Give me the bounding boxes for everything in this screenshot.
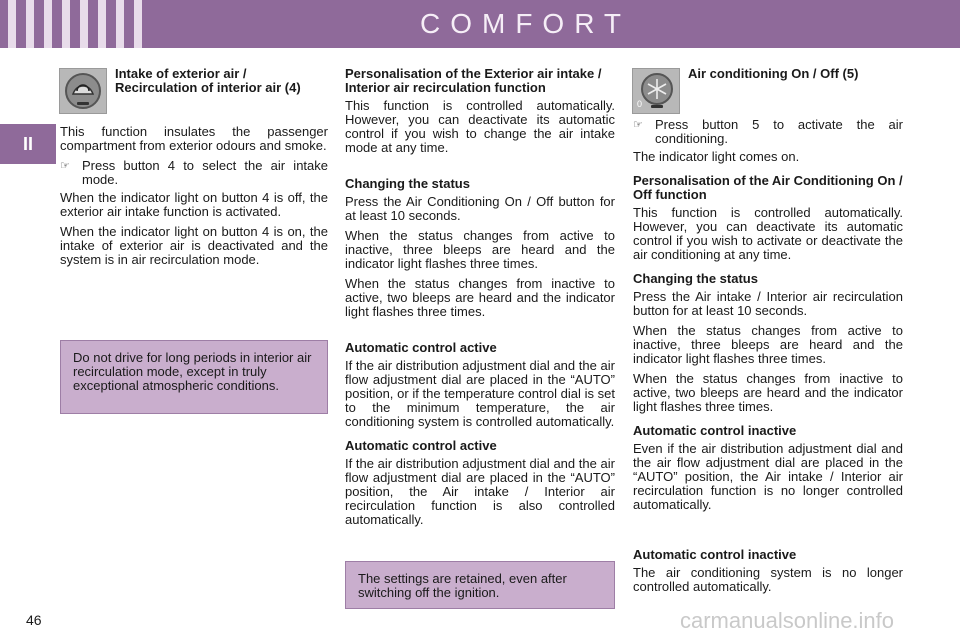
changing-status-paragraph-1: Press the Air intake / Interior air recirculation button for at least 10 seconds. — [633, 289, 903, 318]
changing-status-paragraph-1: Press the Air Conditioning On / Off button for at least 10 seconds. — [345, 194, 615, 223]
air-conditioning-button-icon — [632, 68, 680, 114]
changing-status-paragraph-2: When the status changes from active to inactive, three bleeps are heard and the indicator light flashes three times. — [633, 323, 903, 366]
changing-status-paragraph-3: When the status changes from inactive to active, two bleeps are heard and the indicator light flashes three times. — [633, 371, 903, 414]
personalisation-intake-heading: Personalisation of the Exterior air intake / Interior air recirculation function — [345, 66, 602, 95]
changing-status-paragraph-2: When the status changes from active to inactive, three bleeps are heard and the indicator light flashes three times. — [345, 228, 615, 271]
settings-retained-text: The settings are retained, even after switching off the ignition. — [358, 571, 567, 600]
recirculation-paragraph-2: When the indicator light on button 4 is on, the intake of exterior air is deactivated and the system is in air recirculation mode. — [60, 224, 328, 267]
air-conditioning-bullet — [633, 118, 903, 146]
header-stripe — [44, 0, 52, 48]
auto-control-inactive-paragraph: The air conditioning system is no longer controlled automatically. — [633, 565, 903, 594]
air-conditioning-heading: Air conditioning On / Off (5) — [688, 66, 859, 81]
recirculation-intro: This function insulates the passenger compartment from exterior odours and smoke. — [60, 124, 328, 153]
chapter-tab: II — [0, 124, 56, 164]
auto-control-active-paragraph: If the air distribution adjustment dial and the air flow adjustment dial are placed in the “AUTO” position, or if the temperature control dial is set to the minimum temperature, the air conditioning system is controlled automatically. — [345, 358, 615, 429]
personalisation-intake-intro: This function is controlled automatically. However, you can deactivate its automatic control if you wish to change the air intake mode at any time. — [345, 98, 615, 155]
recirculation-warning-text: Do not drive for long periods in interior air recirculation mode, except in truly exceptional atmospheric conditions. — [73, 350, 312, 393]
header-stripe — [8, 0, 16, 48]
header-stripe — [26, 0, 34, 48]
recirculation-paragraph-1: When the indicator light on button 4 is off, the exterior air intake function is activated. — [60, 190, 328, 219]
page-header — [0, 0, 960, 48]
recirculation-warning-note — [60, 340, 328, 414]
recirculation-button-icon — [59, 68, 107, 114]
recirculation-bullet — [60, 159, 328, 187]
watermark: carmanualsonline.info — [680, 608, 895, 633]
auto-control-active-heading: Automatic control active — [345, 438, 497, 453]
air-conditioning-bullet-text: Press button 5 to activate the air conditioning. — [655, 117, 903, 146]
settings-retained-note — [345, 561, 615, 609]
personalisation-ac-paragraph: This function is controlled automatically. However, you can deactivate its automatic control if you wish to activate or deactivate the air conditioning at any time. — [633, 205, 903, 262]
header-stripe — [62, 0, 70, 48]
indicator-light-text: The indicator light comes on. — [633, 149, 800, 164]
recirculation-heading: Intake of exterior air / Recirculation of interior air (4) — [115, 66, 301, 95]
changing-status-paragraph-3: When the status changes from inactive to active, two bleeps are heard and the indicator light flashes three times. — [345, 276, 615, 319]
header-stripe — [98, 0, 106, 48]
personalisation-ac-heading: Personalisation of the Air Conditioning On / Off function — [633, 173, 903, 202]
page-number: 46 — [26, 612, 42, 628]
auto-control-active-paragraph: If the air distribution adjustment dial and the air flow adjustment dial are placed in the “AUTO” position, the Air intake / Interior air recirculation function is also controlled automatically. — [345, 456, 615, 527]
section-title: COMFORT — [420, 8, 632, 39]
header-stripes — [8, 0, 142, 48]
recirculation-bullet-text: Press button 4 to select the air intake mode. — [82, 158, 328, 187]
header-stripe — [116, 0, 124, 48]
header-stripe — [80, 0, 88, 48]
auto-control-inactive-paragraph: Even if the air distribution adjustment dial and the air flow adjustment dial are placed in the “AUTO” position, the Air intake / Interior air recirculation function is no longer controlled automatically. — [633, 441, 903, 512]
header-stripe — [134, 0, 142, 48]
bullet-hand-icon: ☞ — [60, 160, 70, 172]
auto-control-inactive-heading: Automatic control inactive — [633, 423, 797, 438]
auto-control-active-heading: Automatic control active — [345, 340, 497, 355]
changing-status-heading: Changing the status — [633, 271, 758, 286]
bullet-hand-icon: ☞ — [633, 119, 643, 131]
changing-status-heading: Changing the status — [345, 176, 470, 191]
auto-control-inactive-heading: Automatic control inactive — [633, 547, 797, 562]
svg-text:0: 0 — [637, 99, 643, 109]
